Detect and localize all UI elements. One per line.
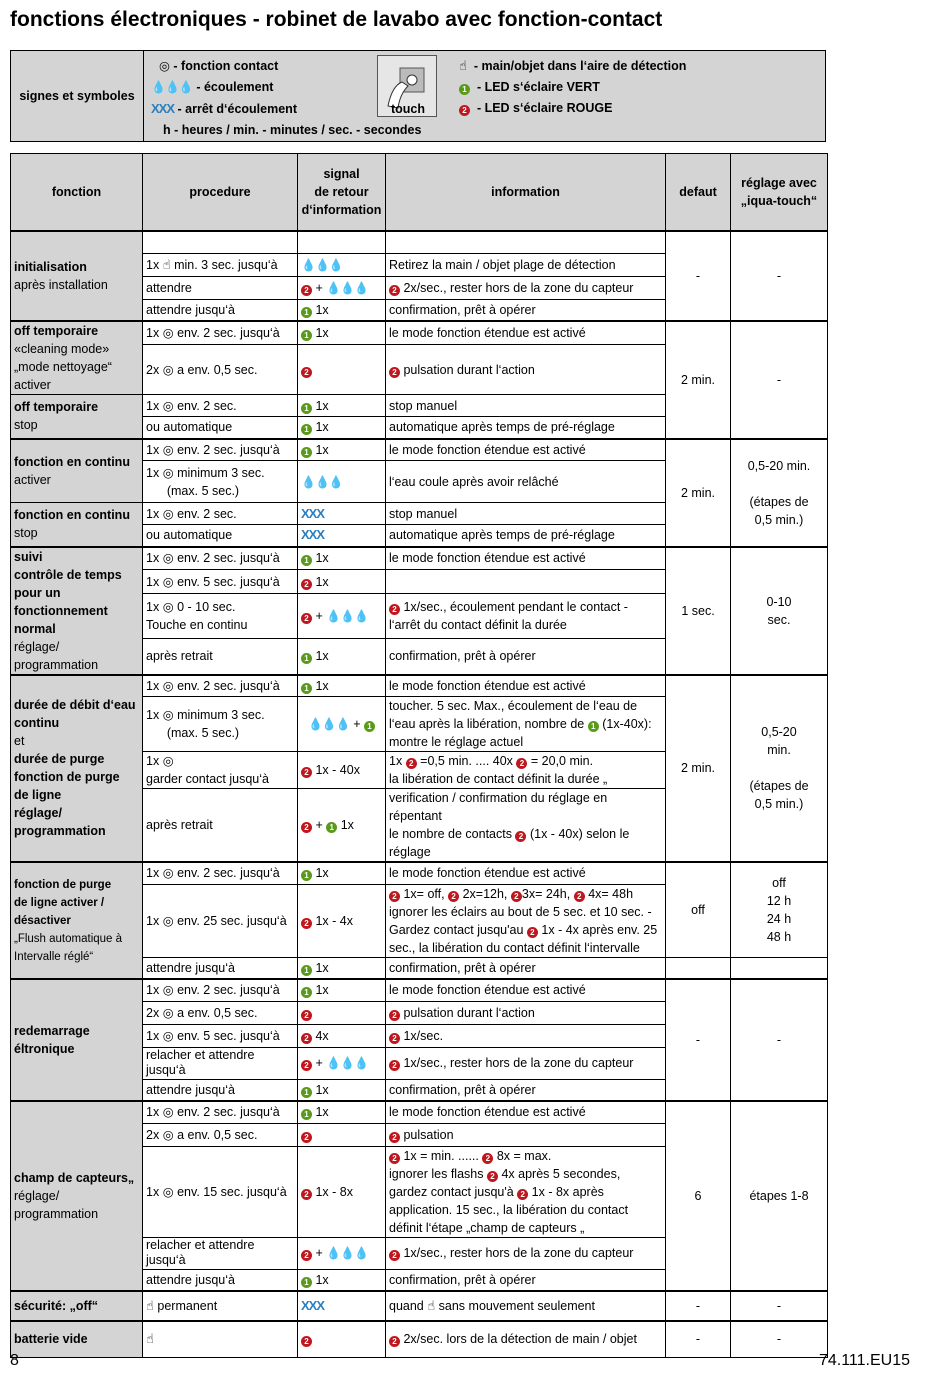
- table-row: relacher et attendre jusqu‘à 2 + 💧💧💧 2 1x/sec., rester hors de la zone du capteur: [11, 1047, 828, 1079]
- table-row: 1x ◎ minimum 3 sec. (max. 5 sec.) 💧💧💧 l‘eau coule après avoir relâché: [11, 461, 828, 503]
- table-row: off temporaire stop 1x ◎ env. 2 sec. 1 1x stop manuel: [11, 395, 828, 417]
- legend-hand: - main/objet dans l‘aire de détection: [473, 59, 687, 73]
- table-row: redemarrage éltronique 1x ◎ env. 2 sec. jusqu‘à 1 1x le mode fonction étendue est activé - -: [11, 979, 828, 1001]
- function-suivi: suivi contrôle de temps pour un fonctionnement normal réglage/ programmation: [11, 547, 143, 675]
- table-row: 1x ◎ 0 - 10 sec. Touche en continu 2 + 💧💧💧 2 1x/sec., écoulement pendant le contact - l‘arrêt du contact définit la durée: [11, 593, 828, 638]
- function-initialisation: initialisation après installation: [11, 231, 143, 321]
- functions-table: [10, 153, 828, 1358]
- function-securite: sécurité: „off“: [11, 1291, 143, 1321]
- table-row: ou automatique XXX automatique après temps de pré-réglage: [11, 525, 828, 547]
- table-row: après retrait 1 1x confirmation, prêt à opérer: [11, 638, 828, 674]
- legend-time: h - heures / min. - minutes / sec. - secondes: [163, 123, 422, 137]
- table-row: fonction en continu stop 1x ◎ env. 2 sec. XXX stop manuel: [11, 503, 828, 525]
- document-reference: 74.111.EU15: [818, 1352, 910, 1369]
- function-champ-capteurs: champ de capteurs„ réglage/ programmation: [11, 1101, 143, 1291]
- table-row: champ de capteurs„ réglage/ programmation 1x ◎ env. 2 sec. jusqu‘à 1 1x le mode fonction étendue est activé 6 étapes 1-8: [11, 1101, 828, 1123]
- table-row: 2x ◎ a env. 0,5 sec. 2 2 pulsation durant l‘action: [11, 345, 828, 395]
- table-row: 1x ◎ env. 5 sec. jusqu‘à 2 4x 2 1x/sec.: [11, 1024, 828, 1047]
- table-row: attendre jusqu‘à 1 1x confirmation, prêt à opérer: [11, 957, 828, 979]
- table-row: 1x ☝ min. 3 sec. jusqu‘à 💧💧💧 Retirez la main / objet plage de détection: [11, 253, 828, 276]
- table-row: initialisation après installation - -: [11, 231, 828, 253]
- function-continu-stop: fonction en continu stop: [11, 503, 143, 547]
- table-row: 2x ◎ a env. 0,5 sec. 2 2 pulsation: [11, 1123, 828, 1146]
- table-row: attendre jusqu‘à 1 1x confirmation, prêt à opérer: [11, 299, 828, 321]
- header-procedure: procedure: [143, 154, 298, 232]
- stop-flow-icon: XXX: [151, 101, 175, 116]
- legend-led-red: - LED s‘éclaire ROUGE: [476, 101, 613, 115]
- table-row: sécurité: „off“ ☝ permanent XXX quand ☝ sans mouvement seulement - -: [11, 1291, 828, 1321]
- contact-icon: ◎: [159, 59, 170, 73]
- header-fonction: fonction: [11, 154, 143, 232]
- page-number: 8: [10, 1352, 19, 1369]
- legend-flow: - écoulement: [196, 80, 274, 94]
- table-row: attendre 2 + 💧💧💧 2 2x/sec., rester hors de la zone du capteur: [11, 276, 828, 299]
- header-reglage: réglage avec „iqua-touch“: [731, 154, 828, 232]
- function-duree: durée de débit d‘eau continu et durée de purge fonction de purge de ligne réglage/ programmation: [11, 675, 143, 863]
- legend-box: [10, 50, 826, 142]
- table-row: fonction en continu activer 1x ◎ env. 2 sec. jusqu‘à 1 1x le mode fonction étendue est activé 2 min. 0,5-20 min. (étapes de 0,5 min.): [11, 439, 828, 461]
- hand-icon: ☝: [459, 58, 467, 73]
- header-information: information: [386, 154, 666, 232]
- header-signal: signal de retour d‘information: [298, 154, 386, 232]
- table-row: attendre jusqu‘à 1 1x confirmation, prêt à opérer: [11, 1079, 828, 1101]
- legend-heading: signes et symboles: [11, 51, 144, 141]
- page-title: fonctions électroniques - robinet de lavabo avec fonction-contact: [10, 8, 663, 31]
- function-batterie: batterie vide: [11, 1321, 143, 1357]
- table-row: durée de débit d‘eau continu et durée de purge fonction de purge de ligne réglage/ programmation 1x ◎ env. 2 sec. jusqu‘à 1 1x le mode fonction étendue est activé 2 min. 0,5-20 min. (étapes de 0,5 min.): [11, 675, 828, 697]
- function-off-temporaire-stop: off temporaire stop: [11, 395, 143, 439]
- function-continu-activer: fonction en continu activer: [11, 439, 143, 503]
- function-off-temporaire-activer: off temporaire «cleaning mode» „mode nettoyage“ activer: [11, 321, 143, 395]
- table-row: 1x ◎ garder contact jusqu‘à 2 1x - 40x 1x 2 =0,5 min. .... 40x 2 = 20,0 min. la libération de contact définit la durée „: [11, 752, 828, 789]
- table-row: fonction de purge de ligne activer / désactiver „Flush automatique à Intervalle réglé“ 1x ◎ env. 2 sec. jusqu‘à 1 1x le mode fonction étendue est activé off off 12 h 24 h 48 h: [11, 862, 828, 884]
- function-redemarrage: redemarrage éltronique: [11, 979, 143, 1101]
- table-row: ou automatique 1 1x automatique après temps de pré-réglage: [11, 417, 828, 439]
- table-row: 1x ◎ env. 5 sec. jusqu‘à 2 1x: [11, 570, 828, 593]
- table-row: off temporaire «cleaning mode» „mode nettoyage“ activer 1x ◎ env. 2 sec. jusqu‘à 1 1x le mode fonction étendue est activé 2 min. -: [11, 321, 828, 345]
- table-row: après retrait 2 + 1 1x verification / confirmation du réglage en répentant le nombre de contacts 2 (1x - 40x) selon le réglage: [11, 789, 828, 863]
- table-row: 1x ◎ env. 25 sec. jusqu‘à 2 1x - 4x 2 1x= off, 2 2x=12h, 2 3x= 24h, 2 4x= 48h ignorer les éclairs au bout de 5 sec. et 10 sec. - Gardez contact jusqu'au 2 1x - 4x après env. 25 sec., la libération du contact définit l‘intervalle: [11, 884, 828, 957]
- touch-label: touch: [391, 102, 426, 116]
- function-flush: fonction de purge de ligne activer / désactiver „Flush automatique à Intervalle réglé“: [11, 862, 143, 979]
- water-drops-icon: 💧💧💧: [151, 80, 193, 94]
- header-defaut: defaut: [666, 154, 731, 232]
- table-row: 1x ◎ env. 15 sec. jusqu‘à 2 1x - 8x 2 1x = min. ...... 2 8x = max. ignorer les flashs 2 4x après 5 secondes, gardez contact jusqu'à 2 1x - 8x après application. 15 sec., la libération du contact définit l‘étape „champ de capteurs „: [11, 1146, 828, 1237]
- legend-stop: - arrêt d‘écoulement: [177, 102, 297, 116]
- table-row: 2x ◎ a env. 0,5 sec. 2 2 pulsation durant l‘action: [11, 1001, 828, 1024]
- table-row: 1x ◎ minimum 3 sec. (max. 5 sec.) 💧💧💧 + 1 toucher. 5 sec. Max., écoulement de l‘eau de l‘eau après la libération, nombre de 1 (1x-40x): montre le réglage actuel: [11, 697, 828, 752]
- legend-led-green: - LED s‘éclaire VERT: [476, 80, 600, 94]
- table-row: suivi contrôle de temps pour un fonctionnement normal réglage/ programmation 1x ◎ env. 2 sec. jusqu‘à 1 1x le mode fonction étendue est activé 1 sec. 0-10 sec.: [11, 547, 828, 570]
- table-row: batterie vide ☝ 2 2 2x/sec. lors de la détection de main / objet - -: [11, 1321, 828, 1357]
- table-header-row: [11, 154, 828, 232]
- led-red-icon: 2: [459, 105, 470, 116]
- legend-contact: - fonction contact: [173, 59, 279, 73]
- table-row: relacher et attendre jusqu‘à 2 + 💧💧💧 2 1x/sec., rester hors de la zone du capteur: [11, 1237, 828, 1269]
- table-row: attendre jusqu‘à 1 1x confirmation, prêt à opérer: [11, 1269, 828, 1291]
- led-green-icon: 1: [459, 84, 470, 95]
